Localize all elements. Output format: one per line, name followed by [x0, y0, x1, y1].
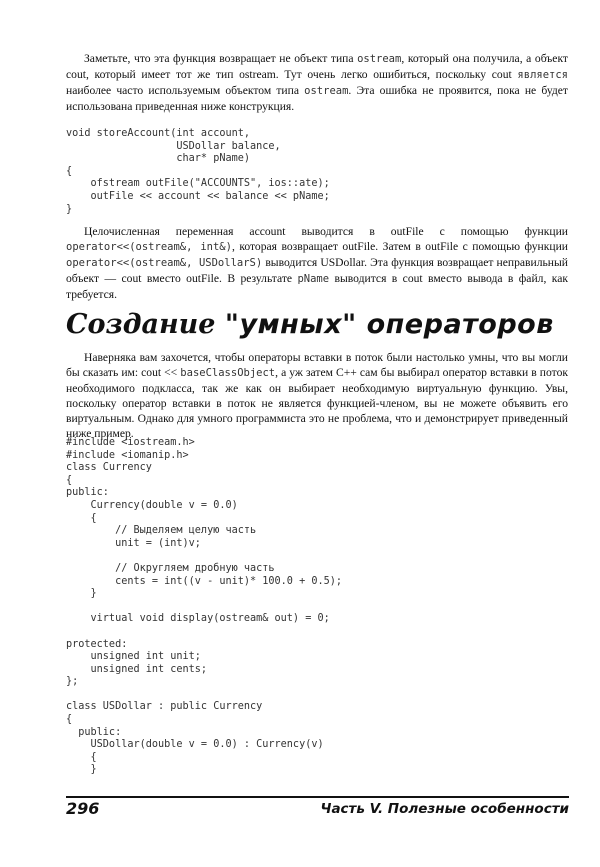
output-code-pname: pName	[297, 273, 330, 285]
output-paragraph	[66, 224, 568, 302]
intro-text-1: Заметьте, что эта функция возвращает не объект типа	[84, 52, 354, 65]
smart-text-1: Наверняка вам захочется, чтобы операторы вставки в поток были настолько умны, что вы могли бы сказать им: cout <<	[66, 351, 568, 379]
section-heading	[66, 305, 554, 345]
smart-code-baseclassobject: baseClassObject	[180, 367, 276, 379]
output-code-operator-int: operator<<(ostream&, int&)	[66, 241, 232, 253]
code-store-account: void storeAccount(int account, USDollar balance, char* pName) { ofstream outFile("ACCOUNTS", ios::ate); outFile << account << balance << pName; }	[66, 128, 330, 215]
intro-code-ostream-1: ostream	[357, 53, 402, 65]
intro-text-3: наиболее часто используемым объектом типа	[66, 84, 299, 97]
heading-prefix: Создание	[66, 309, 216, 340]
intro-paragraph	[66, 51, 568, 114]
smart-operators-paragraph	[66, 350, 568, 441]
intro-code-yavlyaetsya: является	[517, 69, 568, 81]
heading-emphasis: "умных" операторов	[224, 309, 554, 340]
intro-text-2: , который она получила, а объект cout, который имеет тот же тип ostream. Тут очень легко ошибиться, поскольку cout	[66, 52, 568, 81]
output-text-4: выводится в cout вместо вывода в файл, как требуется.	[66, 272, 568, 301]
output-text-3: выводится USDollar. Эта функция возвращает неправильный объект — cout вместо outFile. В результате	[66, 256, 569, 285]
footer-rule	[66, 796, 569, 798]
running-title: Часть V. Полезные особенности	[320, 801, 569, 817]
output-code-operator-usdollar: operator<<(ostream&, USDollarS)	[66, 257, 263, 269]
output-text-2: , которая возвращает outFile. Затем в outFile с помощью функции	[231, 240, 568, 253]
smart-text-2: , а уж затем C++ сам бы выбирал оператор вставки в поток необходимого подкласса, так же как он выбирает необходимую виртуальную функцию. Увы, поскольку оператор вставки в поток не является функцией-членом, вы не можете объявить его виртуальным. Однако для умного программиста это не проблема, что и демонстрирует приведенный ниже пример.	[66, 366, 569, 440]
page-number: 296	[66, 799, 100, 818]
intro-code-ostream-2: ostream	[304, 85, 349, 97]
output-text-1: Целочисленная переменная account выводится в outFile с помощью функции	[84, 225, 568, 238]
intro-text-4: . Эта ошибка не проявится, пока не будет использована приведенная ниже конструкция.	[66, 84, 568, 113]
code-currency-class: #include <iostream.h> #include <iomanip.h> class Currency { public: Currency(double v = 0.0) { // Выделяем целую часть unit = (int)v; // Округляем дробную часть cents = int((v - unit)* 100.0 + 0.5); } virtual void display(ostream& out) = 0; protected: unsigned int unit; unsigned int cents; }; class USDollar : public Currency { public: USDollar(double v = 0.0) : Currency(v) { }	[66, 437, 343, 776]
